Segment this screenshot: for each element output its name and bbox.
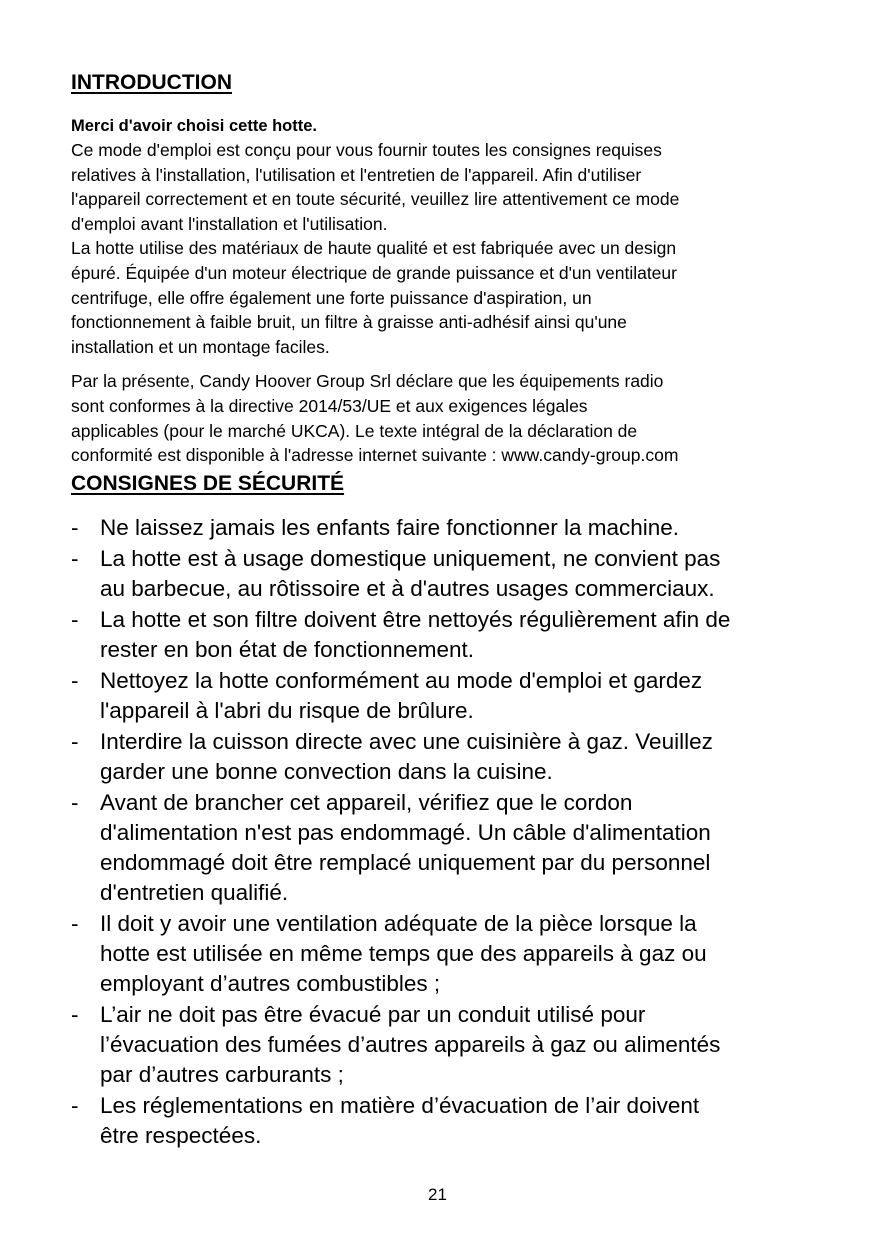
text-line: épuré. Équipée d'un moteur électrique de grande puissance et d'un ventilateur	[71, 262, 677, 283]
text-line: La hotte est à usage domestique uniquement, ne convient pas	[100, 545, 721, 571]
safety-item	[71, 1000, 811, 1090]
bullet-dash: -	[71, 1001, 79, 1027]
text-line: sont conformes à la directive 2014/53/UE et aux exigences légales	[71, 395, 588, 416]
text-line: par d’autres carburants ;	[100, 1061, 344, 1087]
safety-item	[71, 788, 811, 908]
text-line: applicables (pour le marché UKCA). Le texte intégral de la déclaration de	[71, 420, 638, 441]
text-line: l’évacuation des fumées d’autres appareils à gaz ou alimentés	[100, 1031, 721, 1057]
bullet-dash: -	[71, 667, 79, 693]
text-line: garder une bonne convection dans la cuisine.	[100, 758, 553, 784]
text-line: Il doit y avoir une ventilation adéquate de la pièce lorsque la	[100, 910, 697, 936]
bullet-dash: -	[71, 606, 79, 632]
text-line: endommagé doit être remplacé uniquement par du personnel	[100, 849, 711, 875]
text-line: relatives à l'installation, l'utilisation et l'entretien de l'appareil. Afin d'utiliser	[71, 164, 642, 185]
intro-paragraph-1	[71, 138, 811, 359]
text-line: installation et un montage faciles.	[71, 336, 330, 357]
safety-item	[71, 727, 811, 787]
bullet-dash: -	[71, 514, 79, 540]
intro-lead: Merci d'avoir choisi cette hotte.	[71, 117, 317, 135]
text-line: Par la présente, Candy Hoover Group Srl déclare que les équipements radio	[71, 371, 664, 392]
safety-item	[71, 909, 811, 999]
safety-item	[71, 1091, 811, 1151]
text-line: Ce mode d'emploi est conçu pour vous fournir toutes les consignes requises	[71, 140, 662, 160]
text-line: L’air ne doit pas être évacué par un conduit utilisé pour	[100, 1001, 646, 1027]
text-line: centrifuge, elle offre également une forte puissance d'aspiration, un	[71, 287, 592, 308]
text-line: La hotte et son filtre doivent être nettoyés régulièrement afin de	[100, 606, 731, 632]
safety-item	[71, 666, 811, 726]
text-line: Avant de brancher cet appareil, vérifiez que le cordon	[100, 789, 633, 815]
text-line: rester en bon état de fonctionnement.	[100, 636, 474, 662]
text-line: Les réglementations en matière d’évacuation de l’air doivent	[100, 1092, 700, 1118]
introduction-heading: INTRODUCTION	[71, 71, 232, 94]
safety-heading: CONSIGNES DE SÉCURITÉ	[71, 471, 345, 495]
text-line: conformité est disponible à l'adresse internet suivante : www.candy-group.com	[71, 445, 679, 466]
intro-paragraph-2	[71, 369, 811, 467]
text-line: Interdire la cuisson directe avec une cuisinière à gaz. Veuillez	[100, 728, 713, 754]
safety-item	[71, 605, 811, 665]
bullet-dash: -	[71, 789, 79, 815]
text-line: d'emploi avant l'installation et l'utilisation.	[71, 213, 388, 234]
bullet-dash: -	[71, 545, 79, 571]
text-line: l'appareil correctement et en toute sécurité, veuillez lire attentivement ce mode	[71, 189, 680, 210]
text-line: fonctionnement à faible bruit, un filtre à graisse anti-adhésif ainsi qu'une	[71, 312, 627, 333]
page-number: 21	[428, 1185, 447, 1204]
text-line: être respectées.	[100, 1122, 262, 1148]
text-line: employant d’autres combustibles ;	[100, 970, 441, 996]
document-page	[71, 70, 811, 1152]
safety-list	[71, 513, 811, 1151]
safety-item	[71, 513, 811, 543]
text-line: l'appareil à l'abri du risque de brûlure.	[100, 697, 474, 723]
safety-item	[71, 544, 811, 604]
text-line: d'alimentation n'est pas endommagé. Un câble d'alimentation	[100, 819, 711, 845]
bullet-dash: -	[71, 1092, 79, 1118]
bullet-dash: -	[71, 910, 79, 936]
text-line: hotte est utilisée en même temps que des appareils à gaz ou	[100, 940, 707, 966]
text-line: Nettoyez la hotte conformément au mode d'emploi et gardez	[100, 667, 703, 693]
bullet-dash: -	[71, 728, 79, 754]
text-line: Ne laissez jamais les enfants faire fonctionner la machine.	[100, 514, 680, 540]
text-line: La hotte utilise des matériaux de haute qualité et est fabriquée avec un design	[71, 238, 677, 259]
text-line: d'entretien qualifié.	[100, 879, 289, 905]
text-line: au barbecue, au rôtissoire et à d'autres usages commerciaux.	[100, 575, 715, 601]
